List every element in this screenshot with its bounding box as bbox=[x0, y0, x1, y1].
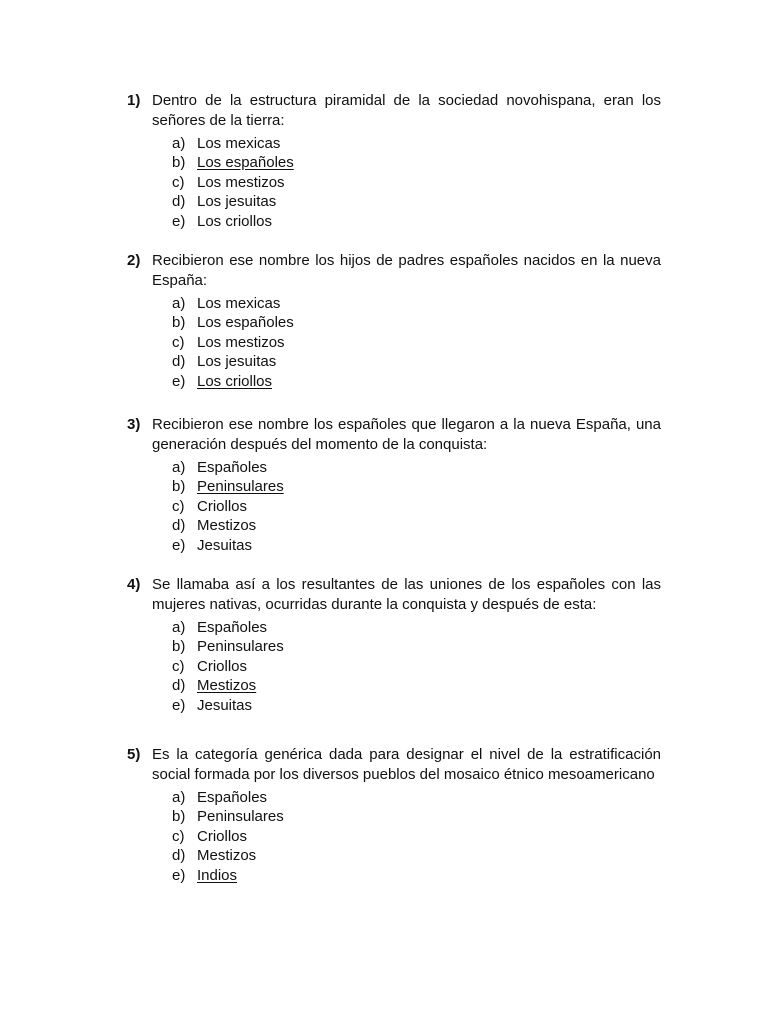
option-text: Los criollos bbox=[197, 212, 273, 230]
option-b bbox=[172, 313, 661, 332]
option-list bbox=[172, 618, 661, 715]
option-a bbox=[172, 458, 661, 477]
option-letter: d) bbox=[172, 193, 186, 211]
option-text: Los jesuitas bbox=[197, 353, 277, 371]
option-text: Los mexicas bbox=[197, 135, 281, 152]
option-list bbox=[172, 458, 661, 555]
option-text: Jesuitas bbox=[197, 696, 253, 714]
option-list bbox=[172, 294, 661, 391]
option-a bbox=[172, 788, 661, 807]
option-text: Criollos bbox=[197, 657, 248, 675]
option-text: Jesuitas bbox=[197, 536, 253, 554]
option-text: Españoles bbox=[197, 619, 268, 636]
question-2 bbox=[127, 251, 661, 391]
question-1 bbox=[127, 91, 661, 231]
option-e bbox=[172, 866, 661, 885]
option-letter: c) bbox=[172, 173, 185, 191]
option-letter: e) bbox=[172, 372, 186, 390]
option-text-answer: Indios bbox=[197, 866, 238, 884]
option-c bbox=[172, 333, 661, 352]
question-3 bbox=[127, 415, 661, 555]
option-letter: e) bbox=[172, 866, 186, 884]
option-text-answer: Mestizos bbox=[197, 677, 257, 695]
option-letter: e) bbox=[172, 212, 186, 230]
option-text: Mestizos bbox=[197, 517, 257, 535]
option-letter: b) bbox=[172, 314, 186, 332]
option-letter: b) bbox=[172, 808, 186, 826]
option-letter: b) bbox=[172, 638, 186, 656]
option-list bbox=[172, 134, 661, 231]
option-d bbox=[172, 516, 661, 535]
option-letter: c) bbox=[172, 333, 185, 351]
option-letter: e) bbox=[172, 696, 186, 714]
option-a bbox=[172, 294, 661, 313]
option-c bbox=[172, 657, 661, 676]
option-text-answer: Los criollos bbox=[197, 372, 273, 390]
option-text: Los mestizos bbox=[197, 173, 285, 191]
question-text: Recibieron ese nombre los españoles que llegaron a la nueva España, una generación después del momento de la conquista: bbox=[152, 416, 661, 453]
question-text: Dentro de la estructura piramidal de la sociedad novohispana, eran los señores de la tierra: bbox=[152, 92, 661, 129]
option-text: Criollos bbox=[197, 497, 248, 515]
option-text-answer: Peninsulares bbox=[197, 478, 284, 496]
option-b bbox=[172, 477, 661, 496]
question-number: 2) bbox=[127, 252, 141, 269]
option-letter: a) bbox=[172, 619, 186, 636]
option-b bbox=[172, 637, 661, 656]
question-number: 5) bbox=[127, 746, 141, 763]
option-letter: c) bbox=[172, 657, 185, 675]
option-letter: b) bbox=[172, 154, 186, 172]
option-letter: b) bbox=[172, 478, 186, 496]
option-d bbox=[172, 846, 661, 865]
option-letter: d) bbox=[172, 517, 186, 535]
option-d bbox=[172, 352, 661, 371]
option-a bbox=[172, 618, 661, 637]
option-b bbox=[172, 153, 661, 172]
option-e bbox=[172, 212, 661, 231]
option-e bbox=[172, 372, 661, 391]
option-c bbox=[172, 497, 661, 516]
option-e bbox=[172, 696, 661, 715]
option-list bbox=[172, 788, 661, 885]
option-text: Peninsulares bbox=[197, 638, 284, 656]
option-text: Los mestizos bbox=[197, 333, 285, 351]
option-c bbox=[172, 827, 661, 846]
option-e bbox=[172, 536, 661, 555]
option-letter: c) bbox=[172, 827, 185, 845]
question-number: 4) bbox=[127, 576, 141, 593]
option-letter: a) bbox=[172, 135, 186, 152]
question-5 bbox=[127, 745, 661, 885]
option-text: Los jesuitas bbox=[197, 193, 277, 211]
option-text: Criollos bbox=[197, 827, 248, 845]
option-letter: a) bbox=[172, 459, 186, 476]
question-text: Es la categoría genérica dada para designar el nivel de la estratificación social formada por los diversos pueblos del mosaico étnico mesoamericano bbox=[152, 746, 661, 783]
option-d bbox=[172, 676, 661, 695]
question-text: Recibieron ese nombre los hijos de padres españoles nacidos en la nueva España: bbox=[152, 252, 661, 289]
option-letter: d) bbox=[172, 847, 186, 865]
option-letter: a) bbox=[172, 789, 186, 806]
option-text-answer: Los españoles bbox=[197, 154, 294, 172]
option-letter: d) bbox=[172, 677, 186, 695]
option-text: Españoles bbox=[197, 459, 268, 476]
option-letter: c) bbox=[172, 497, 185, 515]
option-text: Los mexicas bbox=[197, 295, 281, 312]
option-a bbox=[172, 134, 661, 153]
option-text: Los españoles bbox=[197, 314, 294, 332]
option-letter: d) bbox=[172, 353, 186, 371]
question-4 bbox=[127, 575, 661, 715]
option-text: Españoles bbox=[197, 789, 268, 806]
option-b bbox=[172, 807, 661, 826]
option-text: Mestizos bbox=[197, 847, 257, 865]
question-number: 3) bbox=[127, 416, 141, 433]
option-d bbox=[172, 192, 661, 211]
option-text: Peninsulares bbox=[197, 808, 284, 826]
option-letter: e) bbox=[172, 536, 186, 554]
option-letter: a) bbox=[172, 295, 186, 312]
option-c bbox=[172, 173, 661, 192]
question-text: Se llamaba así a los resultantes de las uniones de los españoles con las mujeres nativas, ocurridas durante la conquista y después de esta: bbox=[152, 576, 661, 613]
question-number: 1) bbox=[127, 92, 141, 109]
